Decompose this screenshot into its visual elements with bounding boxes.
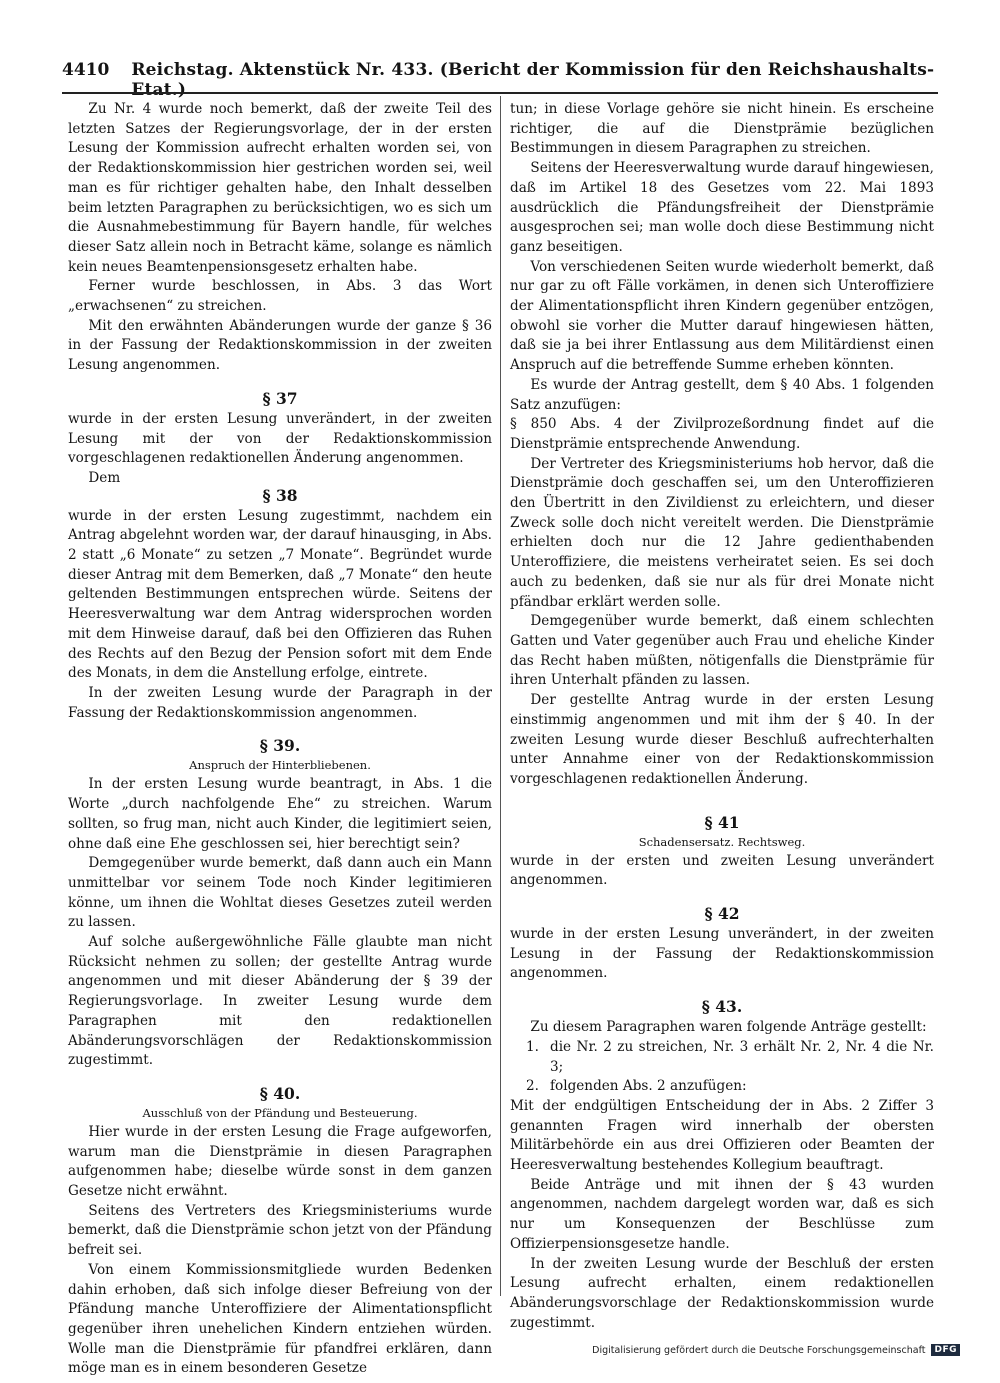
section-heading-39: § 39. <box>259 736 301 756</box>
paragraph: wurde in der ersten Lesung zugestimmt, nachdem ein Antrag abgelehnt worden war, der darauf hinausging, in Abs. 2 statt „6 Monate“ zu setzen „7 Monate“. Begründet wurde dieser Antrag mit dem Bemerken, daß „7 Monate“ den heute geltenden Bestimmungen entsprechen würde. Seitens der Heeresverwaltung war dem Antrag widersprochen worden mit dem Hinweise darauf, daß bei den Offizieren das Ruhen des Rechts auf den Bezug der Pension sofort mit dem Ende des Monats, in dem die Anstellung erfolge, eintrete. <box>68 507 492 682</box>
paragraph: In der zweiten Lesung wurde der Paragraph in der Fassung der Redaktionskommission angenommen. <box>68 684 492 721</box>
paragraph: wurde in der ersten Lesung unverändert, in der zweiten Lesung mit der von der Redaktionskommission vorgeschlagenen redaktionellen Änderung angenommen. <box>68 410 492 467</box>
quoted-amendment: Mit der endgültigen Entscheidung der in Abs. 2 Ziffer 3 genannten Fragen wird innerhalb der obersten Militärbehörde ein aus drei Offizieren oder Beamten der Heeresverwaltung bestehendes Kollegium beauftragt. <box>510 1097 934 1174</box>
paragraph: wurde in der ersten und zweiten Lesung unverändert angenommen. <box>510 852 934 889</box>
section-subtitle: Ausschluß von der Pfändung und Besteuerung. <box>142 1105 418 1120</box>
list-item <box>510 1038 934 1077</box>
section-heading-37: § 37 <box>262 388 298 408</box>
running-title: Reichstag. Aktenstück Nr. 433. (Bericht der Kommission für den Reichshaushalts-Etat.) <box>131 60 935 100</box>
paragraph: Der gestellte Antrag wurde in der ersten Lesung einstimmig angenommen und mit ihm der § 40. In der zweiten Lesung wurde dieser Beschluß aufrechterhalten unter Annahme einer von der Redaktionskommission vorgeschlagenen redaktionellen Änderung. <box>510 692 934 787</box>
paragraph: Beide Anträge und mit ihnen der § 43 wurden angenommen, nachdem dargelegt worden war, daß es sich nur um Konsequenzen der Beschlüsse zum Offizierpensionsgesetze handle. <box>510 1176 934 1252</box>
digitization-credit <box>592 1344 960 1356</box>
paragraph: wurde in der ersten Lesung unverändert, in der zweiten Lesung in der Fassung der Redaktionskommission angenommen. <box>510 926 934 982</box>
paragraph: Seitens der Heeresverwaltung wurde darauf hingewiesen, daß im Artikel 18 des Gesetzes vom 22. Mai 1893 ausdrücklich die Pfändungsfreiheit der Dienstprämie ausgesprochen sei; man wolle doch diese Bestimmung nicht ganz beseitigen. <box>510 160 934 255</box>
section-heading-38: § 38 <box>262 485 298 505</box>
section-subtitle: Anspruch der Hinterbliebenen. <box>189 758 371 773</box>
list-item <box>510 1077 934 1097</box>
paragraph: In der zweiten Lesung wurde der Beschluß der ersten Lesung aufrecht erhalten, einem redaktionellen Abänderungsvorschlage der Redaktionskommission wurde zugestimmt. <box>510 1255 934 1331</box>
page-number: 4410 <box>62 60 110 80</box>
dfg-logo-icon: DFG <box>931 1344 960 1356</box>
paragraph: Mit den erwähnten Abänderungen wurde der ganze § 36 in der Fassung der Redaktionskommission in der zweiten Lesung angenommen. <box>68 317 492 374</box>
section-heading-41: § 41 <box>704 812 740 832</box>
paragraph: Zu diesem Paragraphen waren folgende Anträge gestellt: <box>530 1019 927 1036</box>
section-heading-40: § 40. <box>259 1083 301 1103</box>
paragraph: Auf solche außergewöhnliche Fälle glaubte man nicht Rücksicht nehmen zu sollen; der gestellte Antrag wurde angenommen und mit dieser Abänderung der § 39 der Regierungsvorlage. In zweiter Lesung wurde dem Paragraphen mit den redaktionellen Abänderungsvorschlägen der Redaktionskommission zugestimmt. <box>68 934 492 1069</box>
motion-list <box>510 1038 934 1097</box>
paragraph: Hier wurde in der ersten Lesung die Frage aufgeworfen, warum man die Dienstprämie in diesen Paragraphen aufgenommen habe; dieselbe würde sonst in dem ganzen Gesetze nicht erwähnt. <box>68 1123 492 1200</box>
paragraph: Demgegenüber wurde bemerkt, daß dann auch ein Mann unmittelbar vor seinem Tode noch Kinder legitimieren könne, um ihnen die Wohltat dieses Gesetzes zuteil werden zu lassen. <box>68 855 492 931</box>
column-divider <box>500 96 501 1296</box>
paragraph: Seitens des Vertreters des Kriegsministeriums wurde bemerkt, daß die Dienstprämie schon jetzt von der Pfändung befreit sei. <box>68 1202 492 1259</box>
paragraph-dem: Dem <box>88 469 121 486</box>
paragraph: tun; in diese Vorlage gehöre sie nicht hinein. Es erscheine richtiger, die auf die Dienstprämie bezüglichen Bestimmungen in diesem Paragraphen zu streichen. <box>510 101 934 157</box>
left-column <box>68 100 492 1379</box>
credit-text: Digitalisierung gefördert durch die Deutsche Forschungsgemeinschaft <box>592 1344 926 1356</box>
section-subtitle: Schadensersatz. Rechtsweg. <box>638 834 806 849</box>
paragraph: Von einem Kommissionsmitgliede wurden Bedenken dahin erhoben, daß sich infolge dieser Befreiung von der Pfändung manche Unteroffiziere der Alimentationspflicht gegenüber ihren unehelichen Kindern entziehen würden. Wolle man die Dienstprämie für pfandfrei erklären, dann möge man es in einem besonderen Gesetze <box>68 1261 492 1377</box>
list-text: die Nr. 2 zu streichen, Nr. 3 erhält Nr. 2, Nr. 4 die Nr. 3; <box>550 1038 934 1075</box>
paragraph: Demgegenüber wurde bemerkt, daß einem schlechten Gatten und Vater gegenüber auch Frau und eheliche Kinder das Recht haben müßten, nötigenfalls die Dienstprämie für ihren Unterhalt pfänden zu lassen. <box>510 613 934 689</box>
section-heading-42: § 42 <box>704 904 740 924</box>
paragraph: Es wurde der Antrag gestellt, dem § 40 Abs. 1 folgenden Satz anzufügen: <box>510 376 934 413</box>
list-text: folgenden Abs. 2 anzufügen: <box>550 1078 747 1095</box>
paragraph: In der ersten Lesung wurde beantragt, in Abs. 1 die Worte „durch nachfolgende Ehe“ zu streichen. Warum sollten, so frug man, nicht auch Kinder, die legitimiert seien, ohne daß eine Ehe geschlossen sei, hier berechtigt sein? <box>68 776 492 852</box>
quoted-amendment: § 850 Abs. 4 der Zivilprozeßordnung findet auf die Dienstprämie entsprechende Anwendung. <box>510 416 934 452</box>
page-header <box>62 60 938 100</box>
paragraph: Der Vertreter des Kriegsministeriums hob hervor, daß die Dienstprämie doch geschaffen sei, um den Unteroffizieren den Übertritt in den Zivildienst zu erleichtern, und dieser Zweck solle doch nicht vereitelt werden. Die Dienstprämie erhielten doch nur die 12 Jahre gedienthabenden Unteroffiziere, die meistens verheiratet seien. Es sei doch auch zu bedenken, daß sie nur als für drei Monate nicht pfändbar erklärt werden solle. <box>510 455 934 610</box>
paragraph: Ferner wurde beschlossen, in Abs. 3 das Wort „erwachsenen“ zu streichen. <box>68 278 492 315</box>
list-number: 1. <box>526 1038 539 1055</box>
header-rule <box>62 92 938 94</box>
paragraph: Von verschiedenen Seiten wurde wiederholt bemerkt, daß nur gar zu oft Fälle vorkämen, in denen sich Unteroffiziere der Alimentationspflicht ihren Kindern gegenüber entzögen, obwohl sie vorher die Mutter darauf hingewiesen hätten, daß sie ja bei ihrer Entlassung aus dem Militärdienst einen Anspruch auf die betreffende Summe erheben könnten. <box>510 258 934 374</box>
list-number: 2. <box>526 1078 539 1095</box>
section-heading-43: § 43. <box>701 997 743 1017</box>
paragraph: Zu Nr. 4 wurde noch bemerkt, daß der zweite Teil des letzten Satzes der Regierungsvorlage, der in der ersten Lesung der Kommission aufrecht erhalten worden sei, von der Redaktionskommission hier gestrichen worden sei, weil man es für richtiger gehalten habe, den Inhalt desselben beim letzten Paragraphen zu berücksichtigen, wo es sich um die Ausnahmebestimmung für Bayern handle, für welches dieser Satz allein noch in Betracht käme, solange es nämlich kein neues Beamtenpensionsgesetz erhalten habe. <box>68 101 492 275</box>
right-column <box>510 100 934 1333</box>
